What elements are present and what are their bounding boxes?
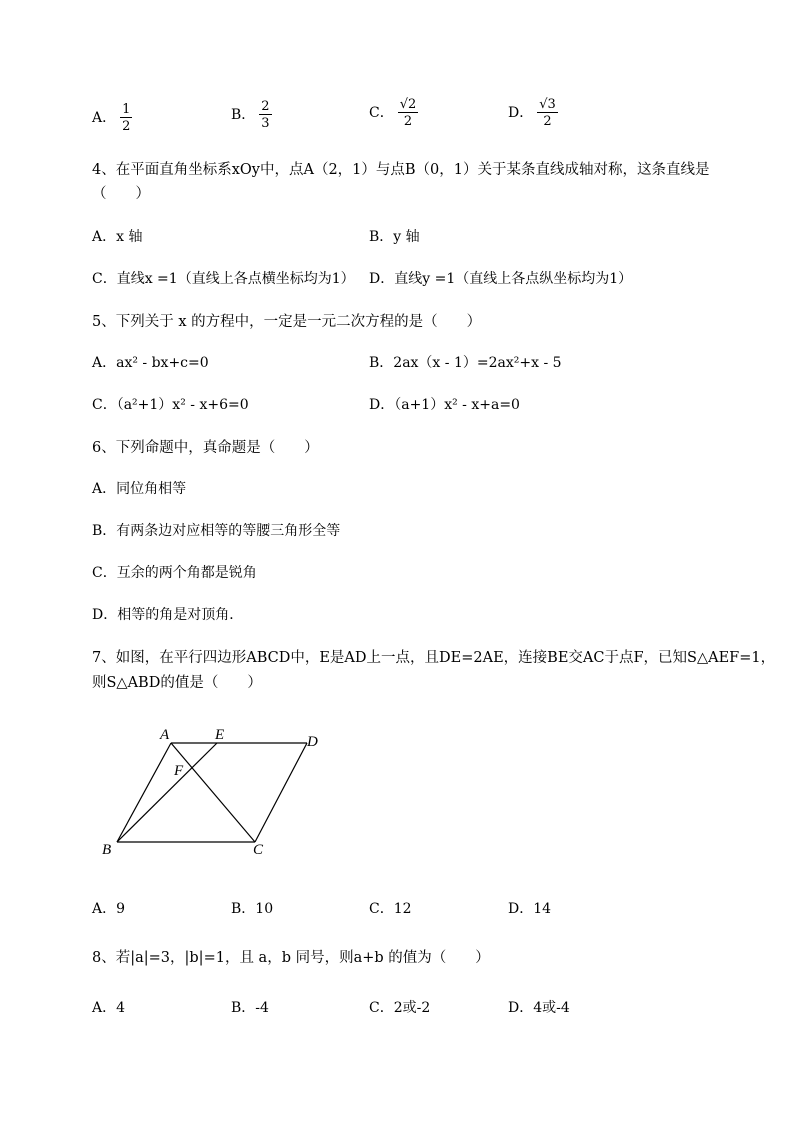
label-f: F xyxy=(174,763,184,779)
q3-option-d: D． $\frac{√3}{2}$ xyxy=(508,97,556,129)
label-b: B xyxy=(102,842,112,858)
q8-stem: 8、若|a|=3，|b|=1，且 a，b 同号，则a+b 的值为（ ） xyxy=(92,950,490,966)
q7-option-a: A．9 xyxy=(92,901,126,917)
segment-ac xyxy=(171,743,255,842)
q7-option-b: B．10 xyxy=(231,901,274,917)
segment-ba xyxy=(117,743,171,842)
q5-option-a: A．ax² - bx+c=0 xyxy=(92,355,209,371)
q7-stem-line2: 则S△ABD的值是（ ） xyxy=(92,675,262,691)
q4-option-d: D．直线y =1（直线上各点纵坐标均为1） xyxy=(369,271,633,287)
segment-dc xyxy=(255,743,307,842)
label-a: A xyxy=(160,727,170,743)
q3-option-a: A． $\frac{1}{2}$ xyxy=(92,102,131,134)
q7-stem-line1: 7、如图，在平行四边形ABCD中，E是AD上一点，且DE=2AE，连接BE交AC于点F，已知S△AEF=1， xyxy=(92,650,776,666)
label-d: D xyxy=(307,734,318,750)
q4-stem-line2: （ ） xyxy=(92,186,150,202)
q6-stem: 6、下列命题中，真命题是（ ） xyxy=(92,440,319,456)
q3-option-c: C． $\frac{√2}{2}$ xyxy=(369,97,417,129)
q6-option-d: D．相等的角是对顶角． xyxy=(92,607,244,623)
q8-option-b: B．-4 xyxy=(231,1000,269,1016)
q5-stem: 5、下列关于 x 的方程中，一定是一元二次方程的是（ ） xyxy=(92,314,482,330)
q5-option-c: C．（a²+1）x² - x+6=0 xyxy=(92,397,249,413)
q4-option-a: A．x 轴 xyxy=(92,229,143,245)
q8-option-c: C．2或-2 xyxy=(369,1000,431,1016)
parallelogram-figure xyxy=(96,722,336,862)
q3-option-b: B． $\frac{2}{3}$ xyxy=(231,99,270,131)
q6-option-a: A．同位角相等 xyxy=(92,481,187,497)
q5-option-b: B．2ax（x - 1）=2ax²+x - 5 xyxy=(369,355,562,371)
q8-option-d: D．4或-4 xyxy=(508,1000,570,1016)
q4-stem-line1: 4、在平面直角坐标系xOy中，点A（2，1）与点B（0，1）关于某条直线成轴对称，这条直线是 xyxy=(92,162,710,178)
q6-option-b: B．有两条边对应相等的等腰三角形全等 xyxy=(92,523,341,539)
label-e: E xyxy=(215,727,225,743)
q6-option-c: C．互余的两个角都是锐角 xyxy=(92,565,257,581)
q7-option-d: D．14 xyxy=(508,901,552,917)
q7-option-c: C．12 xyxy=(369,901,412,917)
q4-option-c: C．直线x =1（直线上各点横坐标均为1） xyxy=(92,271,355,287)
q8-option-a: A．4 xyxy=(92,1000,126,1016)
q4-option-b: B．y 轴 xyxy=(369,229,420,245)
segment-be xyxy=(117,743,217,842)
q5-option-d: D．（a+1）x² - x+a=0 xyxy=(369,397,520,413)
label-c: C xyxy=(253,842,264,858)
